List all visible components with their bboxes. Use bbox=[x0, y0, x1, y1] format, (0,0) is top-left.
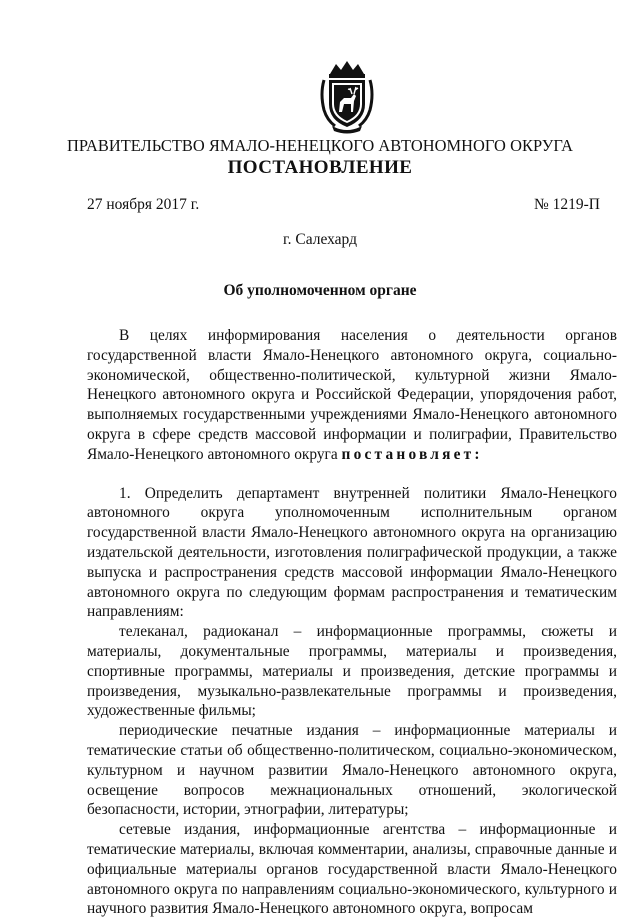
document-type: ПОСТАНОВЛЕНИЕ bbox=[227, 157, 413, 178]
clause-1-item-tv-radio: телеканал, радиоканал – информационные программы, сюжеты и материалы, документальные программы, материалы и произведения, спортивные программы, материалы и произведения, детские программы и произведения, музыкально-развлекательные программы и произведения, художественные фильмы; bbox=[87, 623, 617, 720]
coat-of-arms-icon bbox=[318, 60, 376, 134]
government-title: ПРАВИТЕЛЬСТВО ЯМАЛО-НЕНЕЦКОГО АВТОНОМНОГО ОКРУГА bbox=[67, 136, 573, 155]
document-number: № 1219-П bbox=[533, 196, 600, 213]
document-subject: Об уполномоченном органе bbox=[223, 282, 417, 299]
preamble-text: В целях информирования населения о деятельности органов государственной власти Ямало-Ненецкого автономного округа, социально-экономической, общественно-политической, культурной жизни Ямало-Ненецкого автономного округа и Российской Федерации, упорядочения работ, выполняемых государственными учреждениями Ямало-Ненецкого автономного округа в сфере средств массовой информации и полиграфии, Правительство Ямало-Ненецкого автономного округа bbox=[87, 327, 617, 463]
clause-1-item-online-media: сетевые издания, информационные агентства – информационные и тематические материалы, включая комментарии, анализы, справочные данные и официальные материалы органов государственной власти Ямало-Ненецкого автономного округа по направлениям социально-экономического, культурного и научного развития Ямало-Ненецкого автономного округа, вопросам bbox=[87, 821, 617, 918]
document-body bbox=[87, 326, 617, 919]
document-place: г. Салехард bbox=[283, 231, 357, 248]
resolves-word: постановляет: bbox=[341, 445, 483, 463]
document-date: 27 ноября 2017 г. bbox=[87, 196, 200, 213]
clause-1-paragraph: 1. Определить департамент внутренней политики Ямало-Ненецкого автономного округа уполномоченным исполнительным органом государственной власти Ямало-Ненецкого автономного округа на организацию издательской деятельности, изготовления полиграфической продукции, а также выпуска и распространения средств массовой информации Ямало-Ненецкого автономного округа по следующим формам распространения и тематическим направлениям: bbox=[87, 484, 617, 621]
clause-1-item-periodicals: периодические печатные издания – информационные материалы и тематические статьи об общественно-политическом, социально-экономическом, культурном и научном развитии Ямало-Ненецкого автономного округа, освещение вопросов межнациональных отношений, экологической безопасности, истории, этнографии, литературы; bbox=[87, 722, 617, 819]
preamble-paragraph bbox=[87, 326, 617, 465]
